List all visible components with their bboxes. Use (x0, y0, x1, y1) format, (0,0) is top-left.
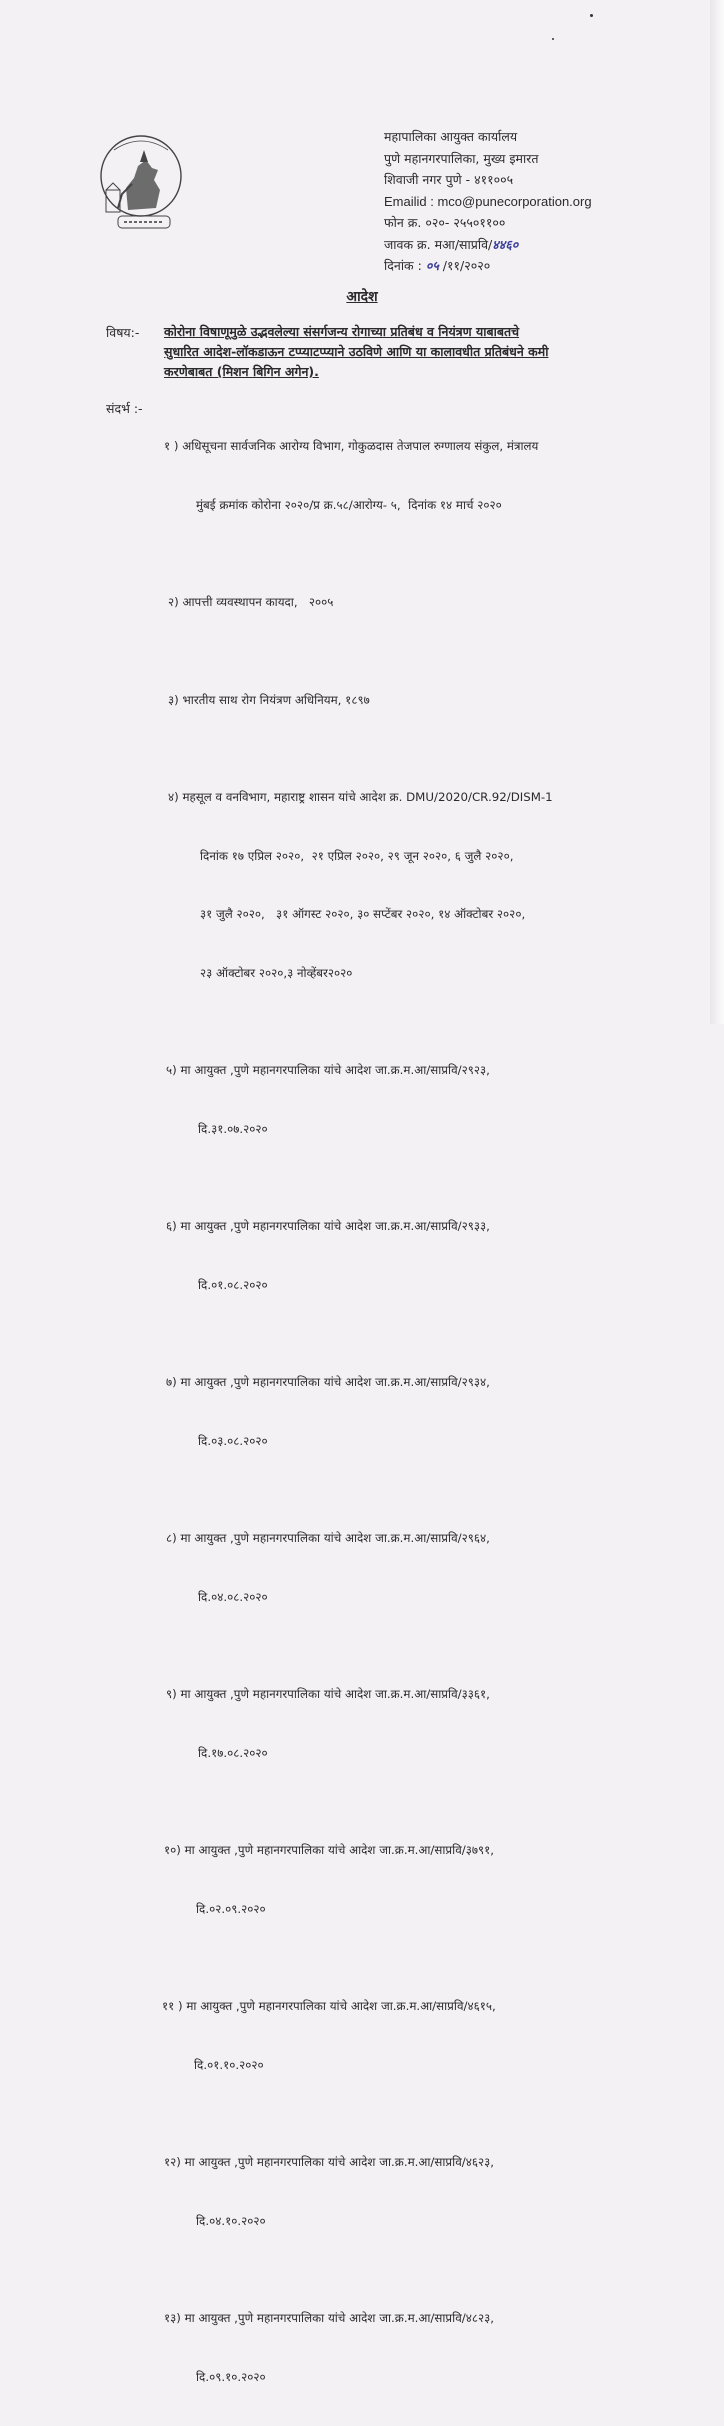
reference-item (150, 1958, 650, 2114)
office-email: Emailid : mco@punecorporation.org (384, 193, 592, 209)
reference-item (150, 554, 650, 652)
reference-item (150, 2270, 650, 2426)
outward-number-line (384, 234, 592, 256)
corporation-building: पुणे महानगरपालिका, मुख्य इमारत (384, 150, 539, 166)
reference-line: २३ ऑक्टोबर २०२०,३ नोव्हेंबर२०२० (200, 965, 353, 980)
scan-speck (552, 38, 554, 40)
order-title: आदेश (346, 289, 378, 305)
reference-line: मुंबई क्रमांक कोरोना २०२०/प्र क्र.५८/आरोग्य- ५, दिनांक १४ मार्च २०२० (196, 497, 502, 512)
reference-item (150, 1334, 650, 1490)
reference-item (150, 1178, 650, 1334)
reference-line: ६) मा आयुक्त ,पुणे महानगरपालिका यांचे आदेश जा.क्र.म.आ/साप्रवि/२९३३, (166, 1219, 490, 1233)
office-header (384, 126, 592, 277)
reference-item (150, 1646, 650, 1802)
outward-number-handwritten: ४४६० (492, 236, 519, 252)
office-phone: फोन क्र. ०२०- २५५०११०० (384, 215, 506, 230)
reference-line: ८) मा आयुक्त ,पुणे महानगरपालिका यांचे आदेश जा.क्र.म.आ/साप्रवि/२९६४, (166, 1531, 490, 1545)
reference-line: ५) मा आयुक्त ,पुणे महानगरपालिका यांचे आदेश जा.क्र.म.आ/साप्रवि/२९२३, (166, 1063, 490, 1077)
reference-line: दि.०१.१०.२०२० (194, 2057, 264, 2072)
subject-label: विषय:- (106, 325, 140, 340)
reference-line: दि.३१.०७.२०२० (198, 1121, 268, 1136)
subject-line: करणेबाबत (मिशन बिगिन अगेन). (164, 364, 319, 379)
subject-line: कोरोना विषाणूमुळे उद्भवलेल्या संसर्गजन्य रोगाच्या प्रतिबंध व नियंत्रण याबाबतचे (164, 324, 520, 339)
reference-line: दिनांक १७ एप्रिल २०२०, २१ एप्रिल २०२०, २९ जून २०२०, ६ जुलै २०२०, (200, 848, 514, 863)
reference-line: १२) मा आयुक्त ,पुणे महानगरपालिका यांचे आदेश जा.क्र.म.आ/साप्रवि/४६२३, (164, 2155, 495, 2169)
reference-item (150, 2114, 650, 2270)
reference-line: दि.१७.०८.२०२० (198, 1745, 268, 1760)
reference-item (150, 398, 650, 554)
reference-line: ३१ जुलै २०२०, ३१ ऑगस्ट २०२०, ३० सप्टेंबर २०२०, १४ ऑक्टोबर २०२०, (200, 907, 526, 921)
reference-item (150, 1802, 650, 1958)
reference-line: १ ) अधिसूचना सार्वजनिक आरोग्य विभाग, गोकुळदास तेजपाल रुग्णालय संकुल, मंत्रालय (164, 439, 539, 453)
office-address: शिवाजी नगर पुणे - ४११००५ (384, 172, 514, 187)
date-month-year: /११/२०२० (438, 258, 491, 273)
references-list (150, 398, 650, 2426)
scan-speck (590, 14, 593, 17)
reference-line: १३) मा आयुक्त ,पुणे महानगरपालिका यांचे आदेश जा.क्र.म.आ/साप्रवि/४८२३, (164, 2311, 495, 2325)
reference-line: दि.०९.१०.२०२० (196, 2369, 266, 2384)
reference-line: १०) मा आयुक्त ,पुणे महानगरपालिका यांचे आदेश जा.क्र.म.आ/साप्रवि/३७९१, (164, 1843, 495, 1857)
reference-line: दि.०४.१०.२०२० (196, 2213, 266, 2228)
date-line (384, 255, 592, 277)
pmc-seal-logo (96, 128, 186, 238)
reference-item (150, 652, 650, 750)
reference-item (150, 749, 650, 1022)
reference-line: ९) मा आयुक्त ,पुणे महानगरपालिका यांचे आदेश जा.क्र.म.आ/साप्रवि/३३६१, (166, 1687, 490, 1701)
subject-text (164, 322, 614, 382)
reference-line: ११ ) मा आयुक्त ,पुणे महानगरपालिका यांचे आदेश जा.क्र.म.आ/साप्रवि/४६१५, (162, 1999, 496, 2013)
office-name: महापालिका आयुक्त कार्यालय (384, 129, 518, 144)
date-label: दिनांक : (384, 258, 426, 273)
reference-item (150, 1490, 650, 1646)
reference-line: ७) मा आयुक्त ,पुणे महानगरपालिका यांचे आदेश जा.क्र.म.आ/साप्रवि/२९३४, (166, 1375, 490, 1389)
reference-line: दि.०२.०९.२०२० (196, 1901, 266, 1916)
outward-number-label: जावक क्र. मआ/साप्रवि/ (384, 236, 493, 252)
date-day-handwritten: ०५ (425, 258, 439, 273)
reference-line: दि.०४.०८.२०२० (198, 1589, 268, 1604)
page-edge-shadow (710, 0, 724, 1024)
reference-line: दि.०१.०८.२०२० (198, 1277, 268, 1292)
reference-line: २) आपत्ती व्यवस्थापन कायदा, २००५ (168, 595, 334, 609)
references-label: संदर्भ :- (106, 401, 143, 416)
reference-item (150, 1022, 650, 1178)
reference-line: ३) भारतीय साथ रोग नियंत्रण अधिनियम, १८९७ (168, 692, 370, 707)
reference-line: दि.०३.०८.२०२० (198, 1433, 268, 1448)
subject-line: सुधारित आदेश-लॉकडाऊन टप्प्याटप्प्याने उठविणे आणि या कालावधीत प्रतिबंधने कमी (164, 344, 549, 359)
reference-line: ४) महसूल व वनविभाग, महाराष्ट्र शासन यांचे आदेश क्र. DMU/2020/CR.92/DISM-1 (168, 790, 553, 804)
